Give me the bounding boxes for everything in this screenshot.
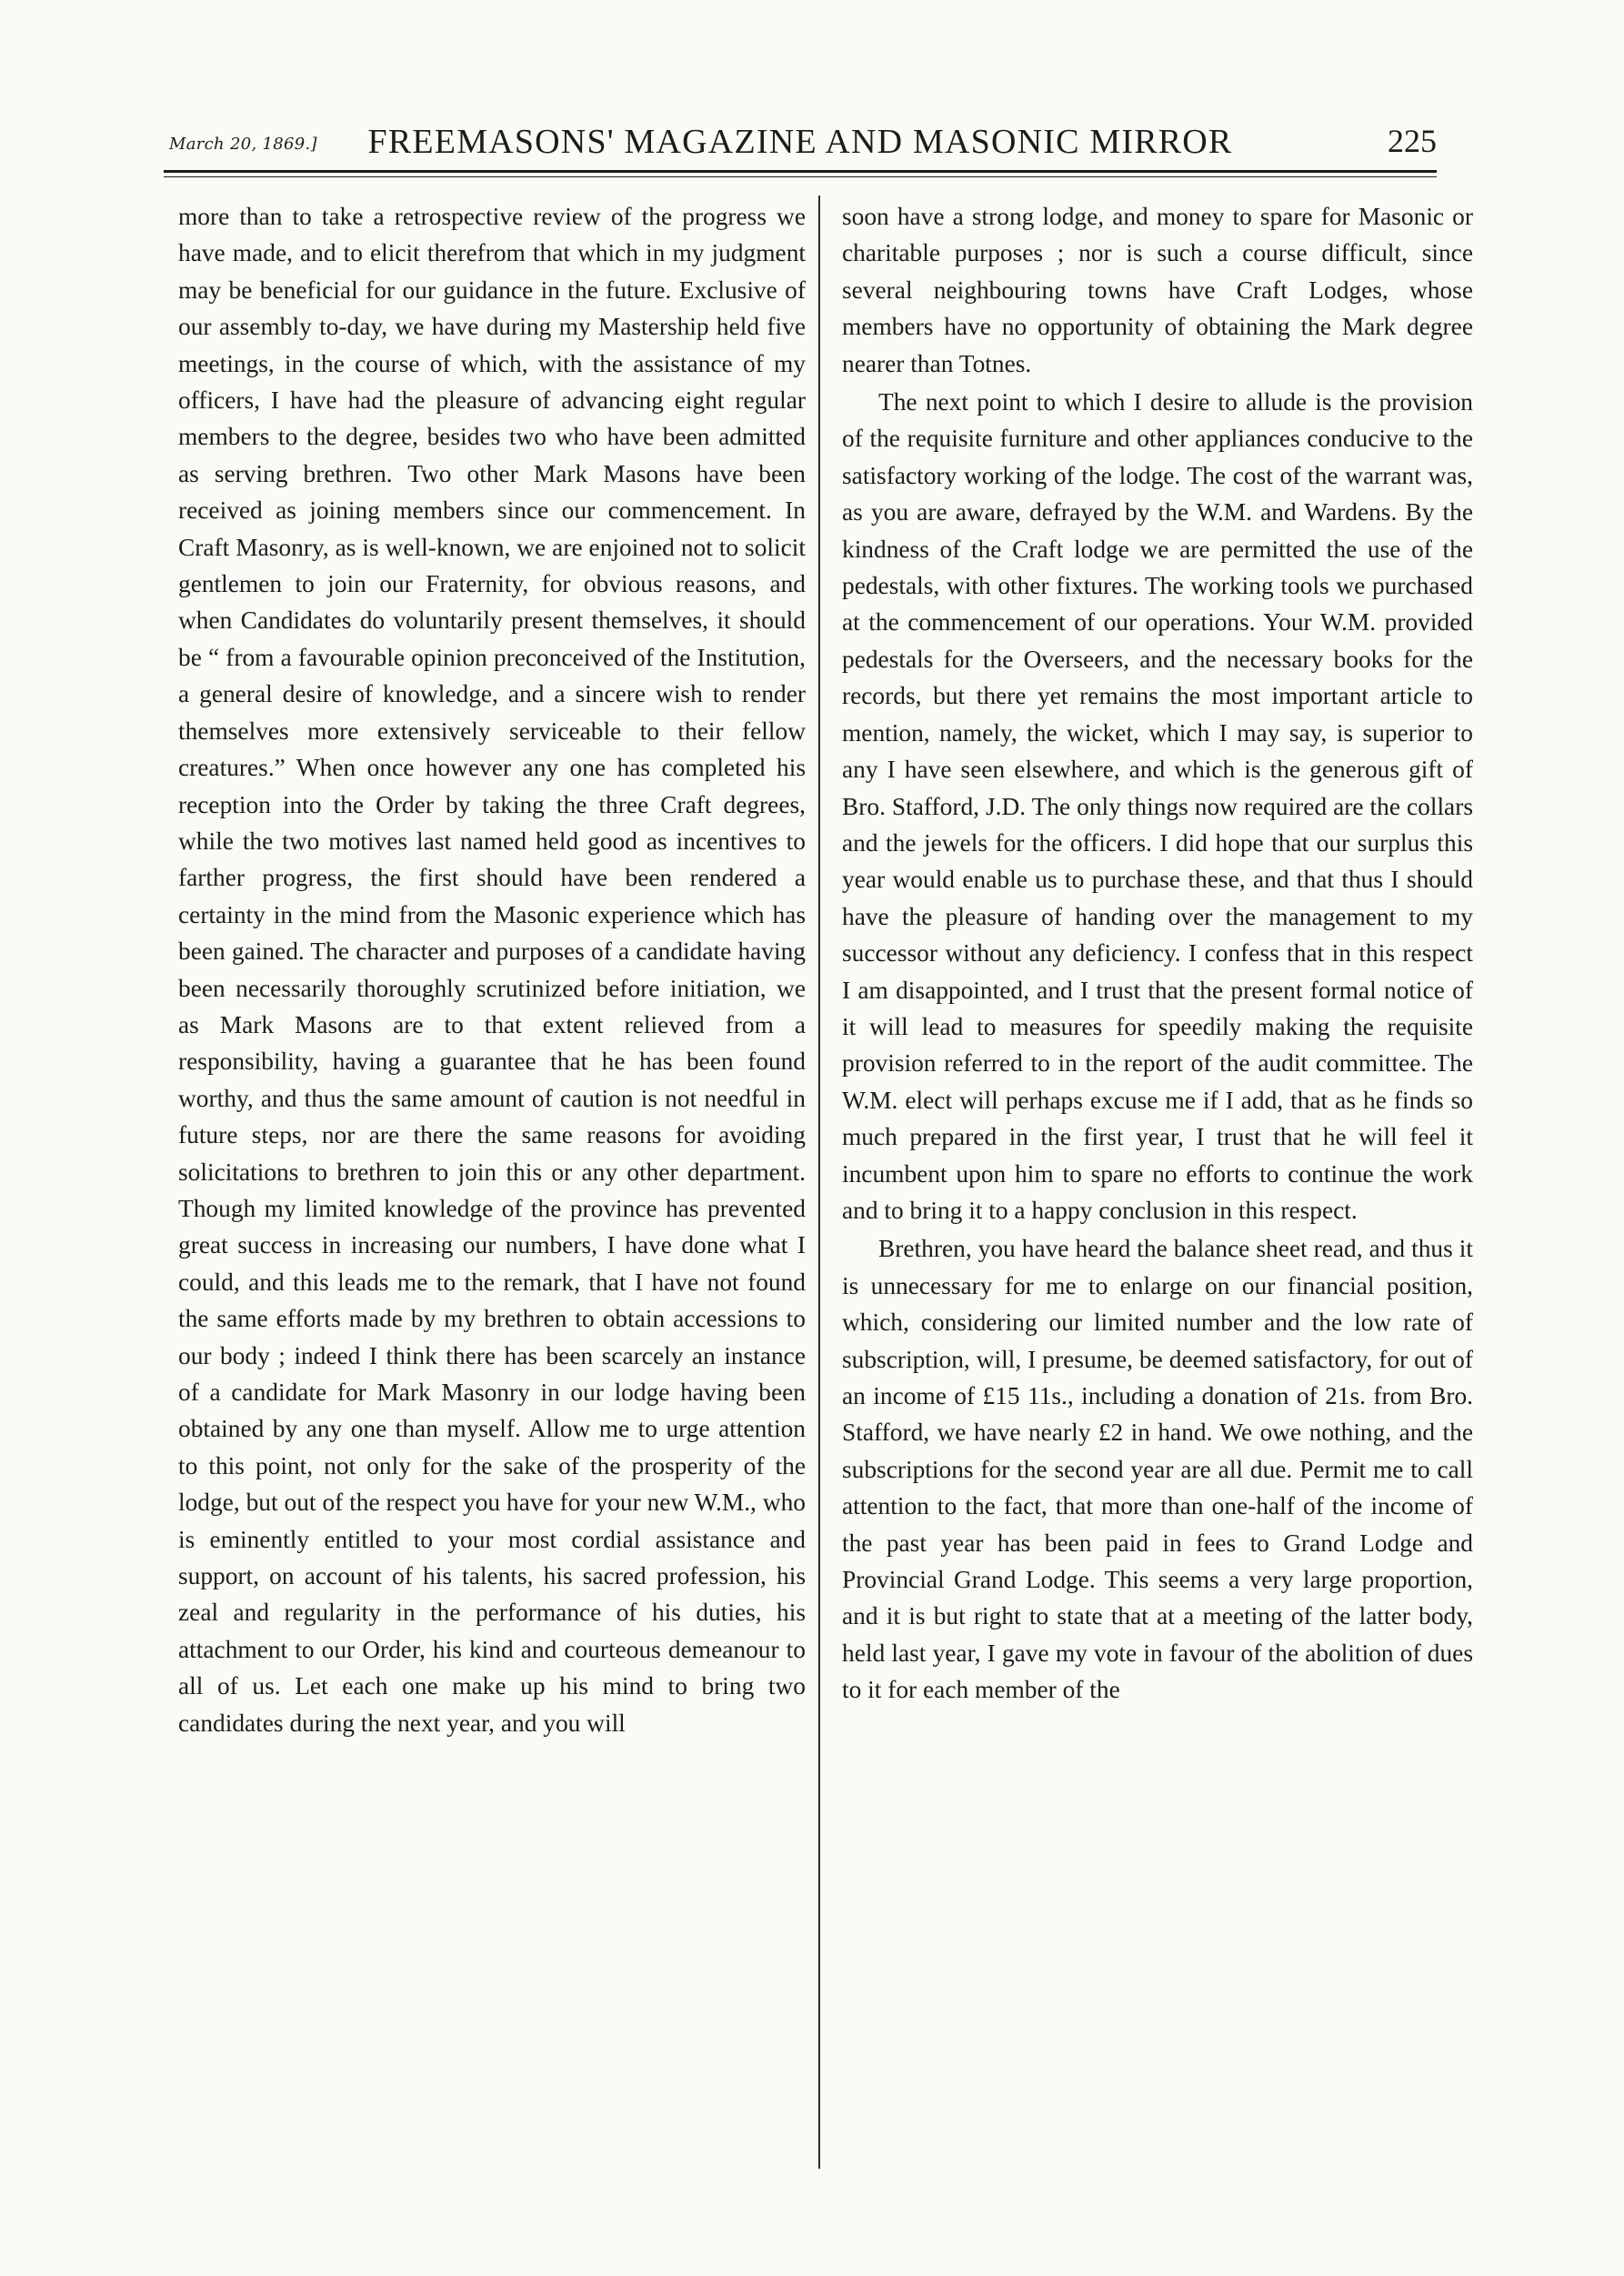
left-column xyxy=(178,198,806,2162)
right-paragraph-1: soon have a strong lodge, and money to spare for Masonic or charitable purposes ; nor is such a course difficult, since several neighbouring towns have Craft Lodges, whose members have no opportunity of obtaining the Mark degree nearer than Totnes. xyxy=(842,203,1473,377)
header-rule-thick xyxy=(164,170,1437,173)
column-divider xyxy=(818,196,820,2169)
page-header xyxy=(164,116,1437,167)
right-column xyxy=(842,198,1473,2162)
header-rule-thin xyxy=(164,176,1437,177)
issue-date: March 20, 1869.] xyxy=(169,135,317,154)
running-title: FREEMASONS' MAGAZINE AND MASONIC MIRROR xyxy=(367,123,1233,161)
right-paragraph-3: Brethren, you have heard the balance sheet read, and thus it is unnecessary for me to enlarge on our financial position, which, considering our limited number and the low rate of subscription, will, I presume, be deemed satisfactory, for out of an income of £15 11s., including a donation of 21s. from Bro. Stafford, we have nearly £2 in hand. We owe nothing, and the subscriptions for the second year are all due. Permit me to call attention to the fact, that more than one-half of the income of the past year has been paid in fees to Grand Lodge and Provincial Grand Lodge. This seems a very large proportion, and it is but right to state that at a meeting of the latter body, held last year, I gave my vote in favour of the abolition of dues to it for each member of the xyxy=(842,1235,1473,1704)
page-number: 225 xyxy=(1388,123,1437,159)
left-paragraph-1: more than to take a retrospective review of the progress we have made, and to elicit therefrom that which in my judgment may be beneficial for our guidance in the future. Exclusive of our assembly to-day, we have during my Mastership held five meetings, in the course of which, with the assistance of my officers, I have had the pleasure of advancing eight regular members to the degree, besides two who have been admitted as serving brethren. Two other Mark Masons have been received as joining members since our commencement. In Craft Masonry, as is well-known, we are enjoined not to solicit gentlemen to join our Fraternity, for obvious reasons, and when Candidates do voluntarily present themselves, it should be “ from a favourable opinion preconceived of the Institution, a general desire of knowledge, and a sincere wish to render themselves more extensively serviceable to their fellow creatures.” When once however any one has completed his reception into the Order by taking the three Craft degrees, while the two motives last named held good as incentives to farther progress, the first should have been rendered a certainty in the mind from the Masonic experience which has been gained. The character and purposes of a candidate having been necessarily thoroughly scrutinized before initiation, we as Mark Masons are to that extent relieved from a responsibility, having a guarantee that he has been found worthy, and thus the same amount of caution is not needful in future steps, nor are there the same reasons for avoiding solicitations to brethren to join this or any other department. Though my limited knowledge of the province has prevented great success in increasing our numbers, I have done what I could, and this leads me to the remark, that I have not found the same efforts made by my brethren to obtain accessions to our body ; indeed I think there has been scarcely an instance of a candidate for Mark Masonry in our lodge having been obtained by any one than myself. Allow me to urge attention to this point, not only for the sake of the prosperity of the lodge, but out of the respect you have for your new W.M., who is eminently entitled to your most cordial assistance and support, on account of his talents, his sacred profession, his zeal and regularity in the performance of his duties, his attachment to our Order, his kind and courteous demeanour to all of us. Let each one make up his mind to bring two candidates during the next year, and you will xyxy=(178,203,806,1737)
right-paragraph-2: The next point to which I desire to allude is the provision of the requisite furniture and other appliances conducive to the satisfactory working of the lodge. The cost of the warrant was, as you are aware, defrayed by the W.M. and Wardens. By the kindness of the Craft lodge we are permitted the use of the pedestals, with other fixtures. The working tools we purchased at the commencement of our operations. Your W.M. provided pedestals for the Overseers, and the necessary books for the records, but there yet remains the most important article to mention, namely, the wicket, which I may say, is superior to any I have seen elsewhere, and which is the generous gift of Bro. Stafford, J.D. The only things now required are the collars and the jewels for the officers. I did hope that our surplus this year would enable us to purchase these, and that thus I should have the pleasure of handing over the management to my successor without any deficiency. I confess that in this respect I am disappointed, and I trust that the present formal notice of it will lead to measures for speedily making the requisite provision referred to in the report of the audit committee. The W.M. elect will perhaps excuse me if I add, that as he finds so much prepared in the first year, I trust that he will feel it incumbent upon him to spare no efforts to continue the work and to bring it to a happy conclusion in this respect. xyxy=(842,388,1473,1224)
